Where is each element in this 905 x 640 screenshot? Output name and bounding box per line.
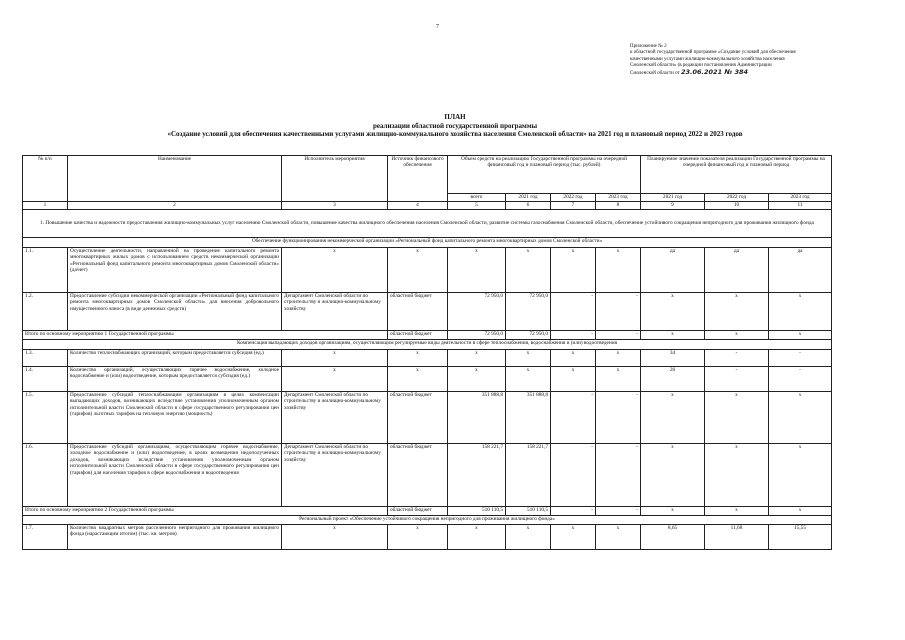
plan-table bbox=[22, 155, 832, 550]
cell-2021: 158 221,7 bbox=[506, 444, 551, 507]
header-funding: Объем средств на реализацию Государственной программы на очередной финансовый год и плановый период (тыс. рублей) bbox=[448, 156, 641, 194]
col-number: 10 bbox=[705, 202, 769, 210]
cell-total: 72 950,0 bbox=[448, 293, 506, 331]
cell-executor: Департамент Смоленской области по строительству и жилищно-коммунальному хозяйству bbox=[282, 444, 388, 507]
title-subtitle: реализации областной государственной программы bbox=[372, 121, 538, 130]
cell-2023: х bbox=[596, 248, 641, 293]
table-row bbox=[23, 525, 832, 550]
cell-name: Количество организаций, осуществляющих горячее водоснабжение, холодное водоснабжение и (или) водоотведение, которым предоставляется субсидия (ед.) bbox=[68, 367, 282, 392]
col-number: 11 bbox=[769, 202, 832, 210]
cell-2021: 72 950,0 bbox=[506, 331, 551, 340]
col-number: 9 bbox=[641, 202, 705, 210]
cell-ind-2022: х bbox=[705, 293, 769, 331]
cell-ind-2023: х bbox=[769, 507, 832, 516]
header-name: Наименование bbox=[68, 156, 282, 202]
cell-num: 1.6. bbox=[23, 444, 68, 507]
cell-total: х bbox=[448, 248, 506, 293]
subsection-row bbox=[23, 238, 832, 248]
cell-ind-2021: х bbox=[641, 507, 705, 516]
subsection-title: Обеспечение функционирования некоммерческой организации «Региональный фонд капитального ремонта многоквартирных домов Смоленской области» bbox=[23, 238, 832, 248]
appendix-line bbox=[630, 69, 830, 77]
title-plan: ПЛАН bbox=[444, 113, 466, 121]
cell-source: х bbox=[388, 525, 448, 550]
cell-name: Предоставление субсидии некоммерческой организации «Региональный фонд капитального ремонта многоквартирных домов Смоленской области» для внесения добровольного имущественного взноса (в виде денежных средств) bbox=[68, 293, 282, 331]
cell-2023: - bbox=[596, 293, 641, 331]
col-number: 8 bbox=[596, 202, 641, 210]
cell-ind-2023: - bbox=[769, 350, 832, 367]
cell-source: областной бюджет bbox=[388, 331, 448, 340]
cell-executor: Департамент Смоленской области по строительству и жилищно-коммунальному хозяйству bbox=[282, 293, 388, 331]
cell-2021: х bbox=[506, 350, 551, 367]
cell-executor: х bbox=[282, 525, 388, 550]
cell-ind-2022: х bbox=[705, 392, 769, 444]
cell-num: 1.5. bbox=[23, 392, 68, 444]
subsection-row bbox=[23, 516, 832, 525]
cell-ind-2022: да bbox=[705, 248, 769, 293]
cell-2021: х bbox=[506, 248, 551, 293]
col-number: 6 bbox=[506, 202, 551, 210]
cell-ind-2023: х bbox=[769, 444, 832, 507]
cell-name: Количество квадратных метров расселенного непригодного для проживания жилищного фонда (нарастающим итогом) (тыс. кв. метров) bbox=[68, 525, 282, 550]
cell-total: 158 221,7 bbox=[448, 444, 506, 507]
section-row bbox=[23, 210, 832, 238]
header-num: № п/п bbox=[23, 156, 68, 202]
cell-total: 510 110,5 bbox=[448, 507, 506, 516]
header-row bbox=[23, 156, 832, 194]
cell-name: Предоставление субсидий организациям, осуществляющим горячее водоснабжение, холодное водоснабжение и (или) водоотведение, в целях возмещения недополученных доходов, возникающих вследствие установления уполномоченным органом исполнительной власти Смоленской области в сфере государственного регулирования цен (тарифов) для населения тарифов в сфере водоснабжения и водоотведения bbox=[68, 444, 282, 507]
table-row bbox=[23, 444, 832, 507]
section-title: 1. Повышение качества и надежности предоставления жилищно-коммунальных услуг населению Смоленской области, повышение качества жилищного обеспечения населения Смоленской области, развитие системы газоснабжения Смоленской области, обеспечение устойчивого сокращения непригодного для проживания жилищного фонда bbox=[23, 210, 832, 238]
header-source: Источник финансового обеспечения bbox=[388, 156, 448, 202]
cell-ind-2023: х bbox=[769, 331, 832, 340]
table-row bbox=[23, 367, 832, 392]
header-executor: Исполнитель мероприятия bbox=[282, 156, 388, 202]
cell-2021: х bbox=[506, 367, 551, 392]
cell-ind-2022: х bbox=[705, 444, 769, 507]
cell-executor: х bbox=[282, 350, 388, 367]
cell-ind-2023: х bbox=[769, 293, 832, 331]
cell-num: 1.4. bbox=[23, 367, 68, 392]
table-row bbox=[23, 392, 832, 444]
cell-executor: х bbox=[282, 248, 388, 293]
cell-source: областной бюджет bbox=[388, 293, 448, 331]
appendix-line: к областной государственной программе «Создание условий для обеспечения bbox=[630, 50, 796, 56]
cell-source: областной бюджет bbox=[388, 444, 448, 507]
cell-ind-2021: х bbox=[641, 293, 705, 331]
appendix-line: качественными услугами жилищно-коммунального хозяйства населения bbox=[630, 56, 785, 62]
col-number: 5 bbox=[448, 202, 506, 210]
header-2022: 2022 год bbox=[551, 194, 596, 202]
cell-ind-2021: 26 bbox=[641, 367, 705, 392]
cell-source: х bbox=[388, 248, 448, 293]
cell-2022: - bbox=[551, 392, 596, 444]
cell-total: 351 888,8 bbox=[448, 392, 506, 444]
cell-ind-2022: х bbox=[705, 507, 769, 516]
cell-name: Количество теплоснабжающих организаций, которым предоставляется субсидия (ед.) bbox=[68, 350, 282, 367]
cell-2023: - bbox=[596, 392, 641, 444]
appendix-line: Смоленской области» (в редакции постановления Администрации bbox=[630, 62, 772, 68]
handwritten-date: 23.06.2021 № 384 bbox=[680, 68, 749, 77]
cell-2022: - bbox=[551, 331, 596, 340]
header-ind-2023: 2023 год bbox=[769, 194, 832, 202]
cell-ind-2021: х bbox=[641, 331, 705, 340]
cell-num: 1.7. bbox=[23, 525, 68, 550]
title-program: «Создание условий для обеспечения качественными услугами жилищно-коммунального хозяйства населения Смоленской области» на 2021 год и плановый период 2022 и 2023 годов bbox=[167, 130, 743, 138]
table-row bbox=[23, 293, 832, 331]
header-indicators: Планируемое значение показателя реализации Государственной программы на очередной финансовый год и плановый период bbox=[641, 156, 832, 194]
cell-executor: х bbox=[282, 367, 388, 392]
col-number: 1 bbox=[23, 202, 68, 210]
header-total: всего bbox=[448, 194, 506, 202]
cell-source: х bbox=[388, 350, 448, 367]
appendix-note bbox=[630, 44, 830, 77]
cell-name: Осуществление деятельности, направленной на проведение капитального ремонта многоквартирных жилых домов с использованием средств некоммерческой организации «Региональный фонд капитального ремонта многоквартирных домов Смоленской области» (да/нет) bbox=[68, 248, 282, 293]
cell-2022: - bbox=[551, 293, 596, 331]
cell-ind-2023: да bbox=[769, 248, 832, 293]
cell-num: 1.2. bbox=[23, 293, 68, 331]
cell-2023: - bbox=[596, 331, 641, 340]
cell-ind-2021: х bbox=[641, 444, 705, 507]
cell-total: х bbox=[448, 350, 506, 367]
cell-2022: х bbox=[551, 350, 596, 367]
cell-num: 1.1. bbox=[23, 248, 68, 293]
cell-2023: х bbox=[596, 350, 641, 367]
cell-2022: - bbox=[551, 444, 596, 507]
col-number: 4 bbox=[388, 202, 448, 210]
column-numbers-row bbox=[23, 202, 832, 210]
cell-2023: х bbox=[596, 367, 641, 392]
table-row bbox=[23, 248, 832, 293]
header-ind-2022: 2022 год bbox=[705, 194, 769, 202]
subsection-row bbox=[23, 340, 832, 350]
cell-total: 72 950,0 bbox=[448, 331, 506, 340]
cell-2022: х bbox=[551, 248, 596, 293]
appendix-line: Приложение № 2 bbox=[630, 44, 667, 49]
appendix-line-text: Смоленской области от bbox=[630, 71, 680, 77]
cell-total: х bbox=[448, 367, 506, 392]
cell-name: Предоставление субсидий теплоснабжающим организациям в целях компенсации выпадающих доходов, возникающих вследствие установления уполномоченным органом исполнительной власти Смоленской области в сфере государственного регулирования цен (тарифов) льготных тарифов на тепловую энергию (мощность) bbox=[68, 392, 282, 444]
header-ind-2021: 2021 год bbox=[641, 194, 705, 202]
cell-ind-2021: х bbox=[641, 392, 705, 444]
cell-source: областной бюджет bbox=[388, 507, 448, 516]
cell-total-label: Итого по основному мероприятию 1 Государственной программы bbox=[23, 331, 388, 340]
cell-total: х bbox=[448, 525, 506, 550]
cell-ind-2023: 15,55 bbox=[769, 525, 832, 550]
col-number: 3 bbox=[282, 202, 388, 210]
cell-total-label: Итого по основному мероприятию 2 Государственной программы bbox=[23, 507, 388, 516]
cell-2021: х bbox=[506, 525, 551, 550]
page-number: 7 bbox=[436, 24, 439, 30]
cell-2023: х bbox=[596, 525, 641, 550]
subsection-title: Региональный проект «Обеспечение устойчивого сокращения непригодного для проживания жилищного фонда» bbox=[23, 516, 832, 525]
cell-ind-2021: 8,65 bbox=[641, 525, 705, 550]
cell-ind-2023: - bbox=[769, 367, 832, 392]
cell-2022: х bbox=[551, 367, 596, 392]
cell-ind-2023: х bbox=[769, 392, 832, 444]
header-2023: 2023 год bbox=[596, 194, 641, 202]
cell-ind-2021: 34 bbox=[641, 350, 705, 367]
total-row bbox=[23, 331, 832, 340]
total-row bbox=[23, 507, 832, 516]
cell-ind-2022: 11,68 bbox=[705, 525, 769, 550]
table-row bbox=[23, 350, 832, 367]
header-2021: 2021 год bbox=[506, 194, 551, 202]
cell-ind-2022: - bbox=[705, 350, 769, 367]
cell-ind-2022: - bbox=[705, 367, 769, 392]
cell-2021: 510 110,5 bbox=[506, 507, 551, 516]
cell-2021: 72 950,0 bbox=[506, 293, 551, 331]
cell-executor: Департамент Смоленской области по строительству и жилищно-коммунальному хозяйству bbox=[282, 392, 388, 444]
col-number: 7 bbox=[551, 202, 596, 210]
document-title bbox=[60, 113, 850, 139]
cell-ind-2021: да bbox=[641, 248, 705, 293]
cell-2021: 351 888,8 bbox=[506, 392, 551, 444]
cell-ind-2022: х bbox=[705, 331, 769, 340]
cell-2022: х bbox=[551, 525, 596, 550]
cell-num: 1.3. bbox=[23, 350, 68, 367]
col-number: 2 bbox=[68, 202, 282, 210]
cell-source: областной бюджет bbox=[388, 392, 448, 444]
cell-source: х bbox=[388, 367, 448, 392]
cell-2023: - bbox=[596, 444, 641, 507]
subsection-title: Компенсация выпадающих доходов организациям, осуществляющим регулируемые виды деятельности в сфере теплоснабжения, водоснабжения и (или) водоотведения bbox=[23, 340, 832, 350]
cell-2023: - bbox=[596, 507, 641, 516]
cell-2022: - bbox=[551, 507, 596, 516]
